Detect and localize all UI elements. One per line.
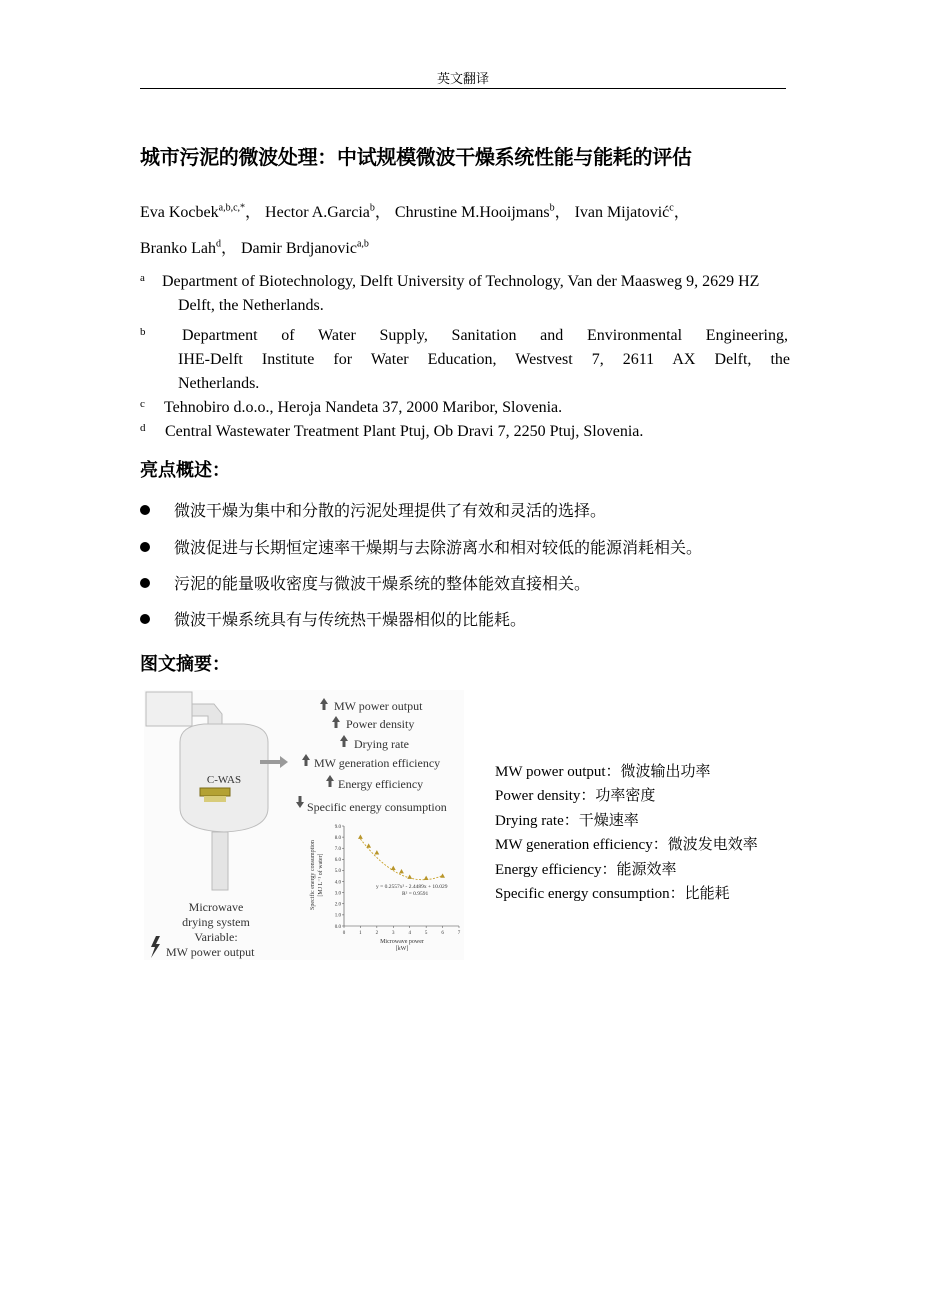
x-tick-label: 3	[392, 931, 395, 936]
author-name: Branko Lah	[140, 240, 216, 257]
legend-item: MW generation efficiency：微波发电效率	[495, 837, 758, 854]
author-sup: a,b,c,*	[218, 202, 246, 214]
paper-title: 城市污泥的微波处理：中试规模微波干燥系统性能与能耗的评估	[140, 145, 692, 169]
affiliation-b: b Department of Water Supply, Sanitation and Environmental Engineering, IHE-Delft Institute for Water Education, Westvest 7, 2611 AX Delft, the Netherlands.	[140, 326, 790, 392]
y-tick-label: 5.0	[334, 869, 341, 875]
y-tick-label: 0.0	[334, 924, 341, 930]
system-label-1: Microwave	[188, 900, 244, 914]
legend-item: MW power output：微波输出功率	[495, 764, 711, 780]
affiliation-c: c Tehnobiro d.o.o., Heroja Nandeta 37, 2000 Maribor, Slovenia.	[140, 398, 563, 416]
x-tick-label: 7	[457, 931, 461, 936]
x-tick-label: 0	[342, 931, 346, 936]
sample-holder	[204, 796, 226, 802]
y-tick-label: 6.0	[334, 858, 341, 864]
bullet-icon	[140, 542, 150, 552]
affiliation-a: a Department of Biotechnology, Delft University of Technology, Van der Maasweg 9, 2629 HZ Delft, the Netherlands.	[140, 272, 760, 314]
list-item: 污泥的能量吸收密度与微波干燥系统的整体能效直接相关。	[140, 571, 590, 594]
highlights-heading: 亮点概述：	[140, 460, 230, 481]
header-rule	[140, 88, 786, 89]
chart-equation: y = 0.2557x² - 2.4489x + 10.029	[376, 884, 448, 890]
duct-box	[146, 692, 192, 726]
bullet-icon	[140, 578, 150, 588]
author-sup: a,b	[356, 238, 369, 250]
system-label-2: drying system	[182, 915, 250, 929]
author-name: Hector A.Garcia	[265, 204, 370, 221]
x-tick-label: 1	[359, 931, 362, 936]
effect-label: MW power output	[334, 699, 423, 713]
author-name: Chrustine M.Hooijmans	[394, 204, 550, 221]
author-name: Eva Kocbek	[140, 204, 219, 221]
graphical-abstract-figure	[144, 690, 464, 960]
chart-xlabel-2: [kW]	[395, 946, 409, 952]
y-tick-label: 2.0	[334, 902, 341, 908]
author-sup: d	[215, 238, 221, 250]
effect-label: MW generation efficiency	[314, 756, 441, 770]
effect-label: Drying rate	[354, 737, 409, 751]
affiliation-d: d Central Wastewater Treatment Plant Ptuj, Ob Dravi 7, 2250 Ptuj, Slovenia.	[140, 422, 644, 440]
x-tick-label: 5	[424, 931, 428, 936]
running-header: 英文翻译	[436, 72, 489, 87]
legend-item: Energy efficiency：能源效率	[495, 861, 677, 878]
y-tick-label: 8.0	[334, 835, 341, 841]
chart-r2: R² = 0.9591	[402, 891, 429, 897]
legend-list	[495, 760, 758, 906]
system-label-3: Variable:	[194, 930, 238, 944]
sample-tray	[200, 788, 230, 796]
y-tick-label: 1.0	[334, 913, 341, 919]
graphical-abstract-heading: 图文摘要：	[140, 654, 230, 675]
x-tick-label: 4	[408, 931, 411, 936]
list-item: 微波促进与长期恒定速率干燥期与去除游离水和相对较低的能源消耗相关。	[140, 535, 702, 558]
author-sup: b	[549, 202, 555, 214]
bullet-icon	[140, 614, 150, 624]
author-name: Damir Brdjanovic	[241, 240, 357, 257]
y-tick-label: 7.0	[334, 847, 341, 853]
y-tick-label: 3.0	[334, 891, 341, 897]
effect-label: Power density	[346, 717, 415, 731]
x-tick-label: 6	[441, 931, 444, 936]
y-tick-label: 4.0	[334, 880, 341, 886]
legend-item: Drying rate：干燥速率	[495, 812, 639, 829]
bullet-icon	[140, 505, 150, 515]
system-label-4: MW power output	[166, 945, 255, 959]
chart-ylabel-2: [MJ L⁻¹ of water]	[318, 853, 324, 897]
vessel-label: C-WAS	[206, 774, 242, 786]
legend-item: Power density：功率密度	[495, 788, 656, 805]
author-line-2: Branko Lah$^d$， Damir Brdjanovic$^{a,b}$	[140, 238, 369, 257]
author-sup: c	[669, 202, 674, 214]
effect-label: Energy efficiency	[338, 777, 424, 791]
vessel-stand	[212, 832, 228, 890]
list-item: 微波干燥系统具有与传统热干燥器相似的比能耗。	[140, 607, 526, 630]
author-name: Ivan Mijatović	[574, 204, 670, 221]
chart-xlabel-1: Microwave power	[380, 939, 424, 945]
effect-label: Specific energy consumption	[307, 800, 447, 814]
y-tick-label: 9.0	[334, 824, 341, 830]
chart-ylabel-1: Specific energy consumption	[310, 840, 316, 910]
list-item: 微波干燥为集中和分散的污泥处理提供了有效和灵活的选择。	[140, 498, 606, 521]
author-line-1: Eva Kocbek$^{a,b,c,*}$， Hector A.Garcia$^b$， Chrustine M.Hooijmans$^b$， Ivan Mijatović$^c$，	[140, 202, 690, 221]
author-sup: b	[369, 202, 375, 214]
x-tick-label: 2	[375, 931, 379, 936]
legend-item: Specific energy consumption：比能耗	[495, 886, 730, 903]
